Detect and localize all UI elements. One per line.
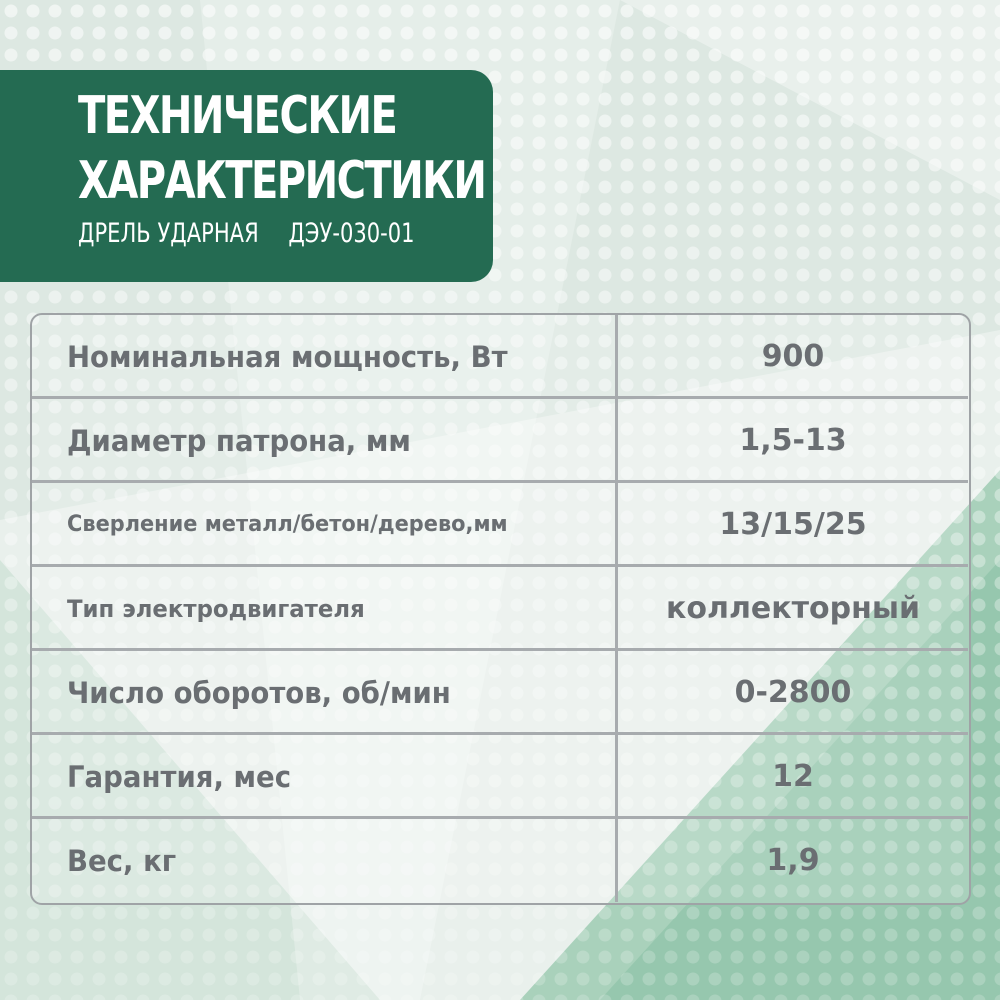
spec-label: Гарантия, мес xyxy=(67,760,292,794)
spec-value: коллекторный xyxy=(666,591,920,626)
table-row xyxy=(32,315,968,399)
spec-value: 12 xyxy=(772,759,814,794)
spec-label: Сверление металл/бетон/дерево,мм xyxy=(67,512,508,537)
spec-value: 900 xyxy=(761,339,825,374)
title-line-1: ТЕХНИЧЕСКИЕ xyxy=(78,86,397,146)
table-row xyxy=(32,399,968,483)
specifications-table xyxy=(30,313,971,905)
table-row xyxy=(32,651,968,735)
spec-value: 1,9 xyxy=(766,843,820,878)
spec-value: 13/15/25 xyxy=(719,507,867,542)
spec-label: Число оборотов, об/мин xyxy=(67,676,451,710)
spec-label: Диаметр патрона, мм xyxy=(67,424,411,458)
product-model: ДЭУ-030-01 xyxy=(288,218,415,249)
product-subtitle xyxy=(78,216,415,252)
spec-label: Вес, кг xyxy=(67,844,177,878)
table-row xyxy=(32,819,968,903)
table-row xyxy=(32,735,968,819)
spec-label: Номинальная мощность, Вт xyxy=(67,340,508,374)
spec-value: 0-2800 xyxy=(734,675,852,710)
title-banner xyxy=(0,70,493,282)
spec-label: Тип электродвигателя xyxy=(67,595,365,623)
table-row xyxy=(32,567,968,651)
title-line-2: ХАРАКТЕРИСТИКИ xyxy=(78,151,486,211)
table-row xyxy=(32,483,968,567)
spec-value: 1,5-13 xyxy=(739,423,847,458)
product-name: ДРЕЛЬ УДАРНАЯ xyxy=(78,218,259,249)
